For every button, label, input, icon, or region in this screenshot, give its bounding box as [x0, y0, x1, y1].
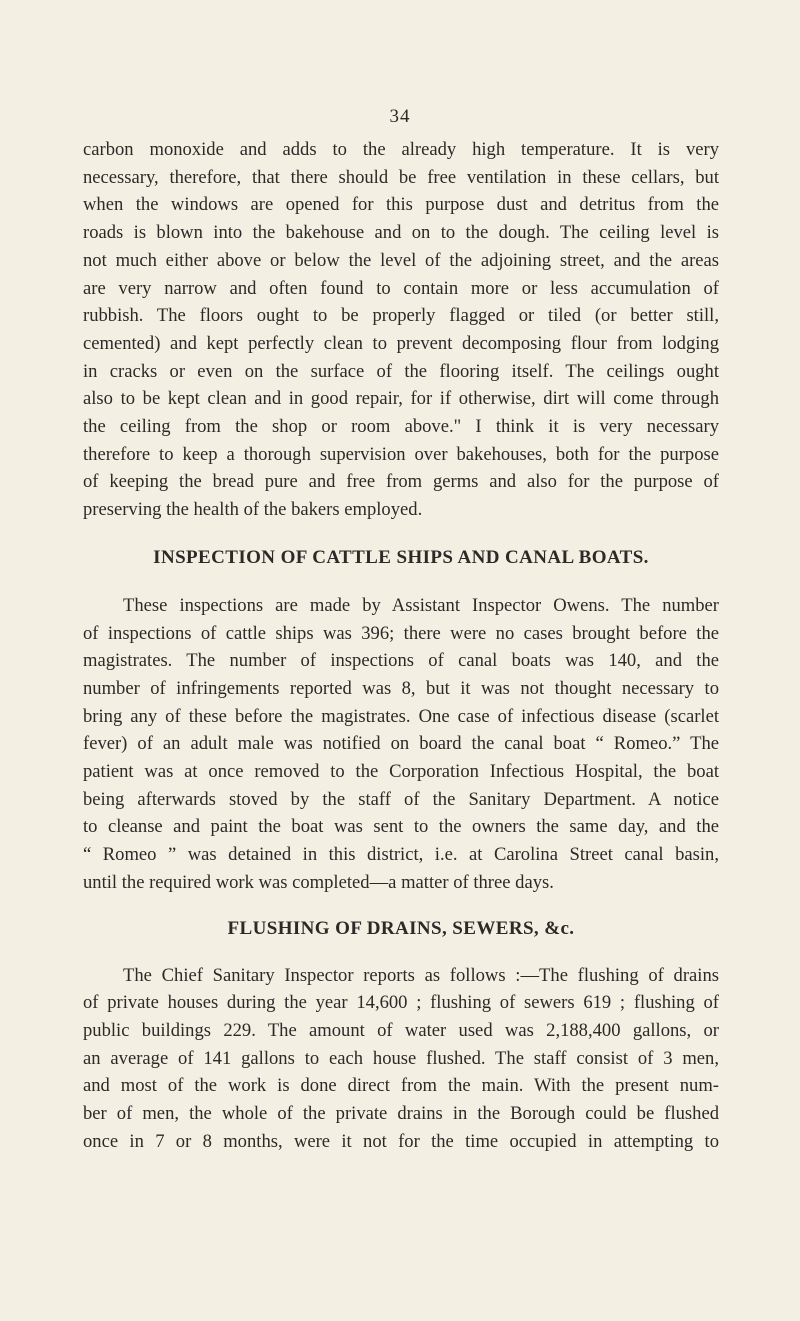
text-line: being afterwards stoved by the staff of the Sanitary Department. A notice — [83, 788, 719, 810]
text-line: These inspections are made by Assistant Inspector Owens. The number — [123, 594, 719, 616]
paragraph-flushing — [83, 962, 719, 1156]
text-line: the ceiling from the shop or room above." I think it is very necessary — [83, 416, 719, 438]
page-body — [83, 136, 719, 1156]
text-line: of private houses during the year 14,600 ; flushing of sewers 619 ; flushing of — [83, 992, 719, 1014]
text-line: also to be kept clean and in good repair, for if otherwise, dirt will come through — [83, 388, 719, 410]
text-line: preserving the health of the bakers employed. — [83, 499, 423, 521]
text-line: until the required work was completed—a matter of three days. — [83, 871, 554, 893]
paragraph-cattle-ships — [83, 592, 719, 897]
text-line: patient was at once removed to the Corporation Infectious Hospital, the boat — [83, 761, 719, 783]
text-line: to cleanse and paint the boat was sent to the owners the same day, and the — [83, 816, 719, 838]
text-line: magistrates. The number of inspections of canal boats was 140, and the — [83, 650, 719, 672]
paragraph-bakehouses — [83, 136, 719, 524]
section-heading-cattle-ships: INSPECTION OF CATTLE SHIPS AND CANAL BOATS. — [153, 546, 649, 568]
section-heading-flushing: FLUSHING OF DRAINS, SEWERS, &c. — [227, 917, 575, 939]
text-line: rubbish. The floors ought to be properly flagged or tiled (or better still, — [83, 305, 719, 327]
text-line: once in 7 or 8 months, were it not for the time occupied in attempting to — [83, 1130, 719, 1152]
text-line: necessary, therefore, that there should be free ventilation in these cellars, but — [83, 166, 719, 188]
text-line: are very narrow and often found to contain more or less accumulation of — [83, 277, 719, 299]
text-line: number of infringements reported was 8, but it was not thought necessary to — [83, 677, 719, 699]
text-line: bring any of these before the magistrates. One case of infectious disease (scarlet — [83, 705, 719, 727]
text-line: fever) of an adult male was notified on board the canal boat “ Romeo.” The — [83, 733, 719, 755]
text-line: of inspections of cattle ships was 396; there were no cases brought before the — [83, 622, 719, 644]
text-line: of keeping the bread pure and free from germs and also for the purpose of — [83, 471, 719, 493]
text-line: therefore to keep a thorough supervision over bakehouses, both for the purpose — [83, 443, 719, 465]
text-line: The Chief Sanitary Inspector reports as follows :—The flushing of drains — [123, 964, 719, 986]
text-line: in cracks or even on the surface of the flooring itself. The ceilings ought — [83, 360, 719, 382]
text-line: cemented) and kept perfectly clean to prevent decomposing flour from lodging — [83, 332, 719, 354]
text-line: ber of men, the whole of the private drains in the Borough could be flushed — [83, 1103, 719, 1125]
page-number: 34 — [389, 106, 411, 127]
text-line: “ Romeo ” was detained in this district, i.e. at Carolina Street canal basin, — [83, 844, 719, 866]
text-line: not much either above or below the level of the adjoining street, and the areas — [83, 249, 719, 271]
text-line: an average of 141 gallons to each house flushed. The staff consist of 3 men, — [83, 1047, 719, 1069]
text-line: public buildings 229. The amount of water used was 2,188,400 gallons, or — [83, 1019, 719, 1041]
text-line: when the windows are opened for this purpose dust and detritus from the — [83, 194, 719, 216]
text-line: carbon monoxide and adds to the already high temperature. It is very — [83, 139, 719, 160]
text-line: and most of the work is done direct from the main. With the present num- — [83, 1075, 719, 1097]
text-line: roads is blown into the bakehouse and on to the dough. The ceiling level is — [83, 222, 719, 244]
